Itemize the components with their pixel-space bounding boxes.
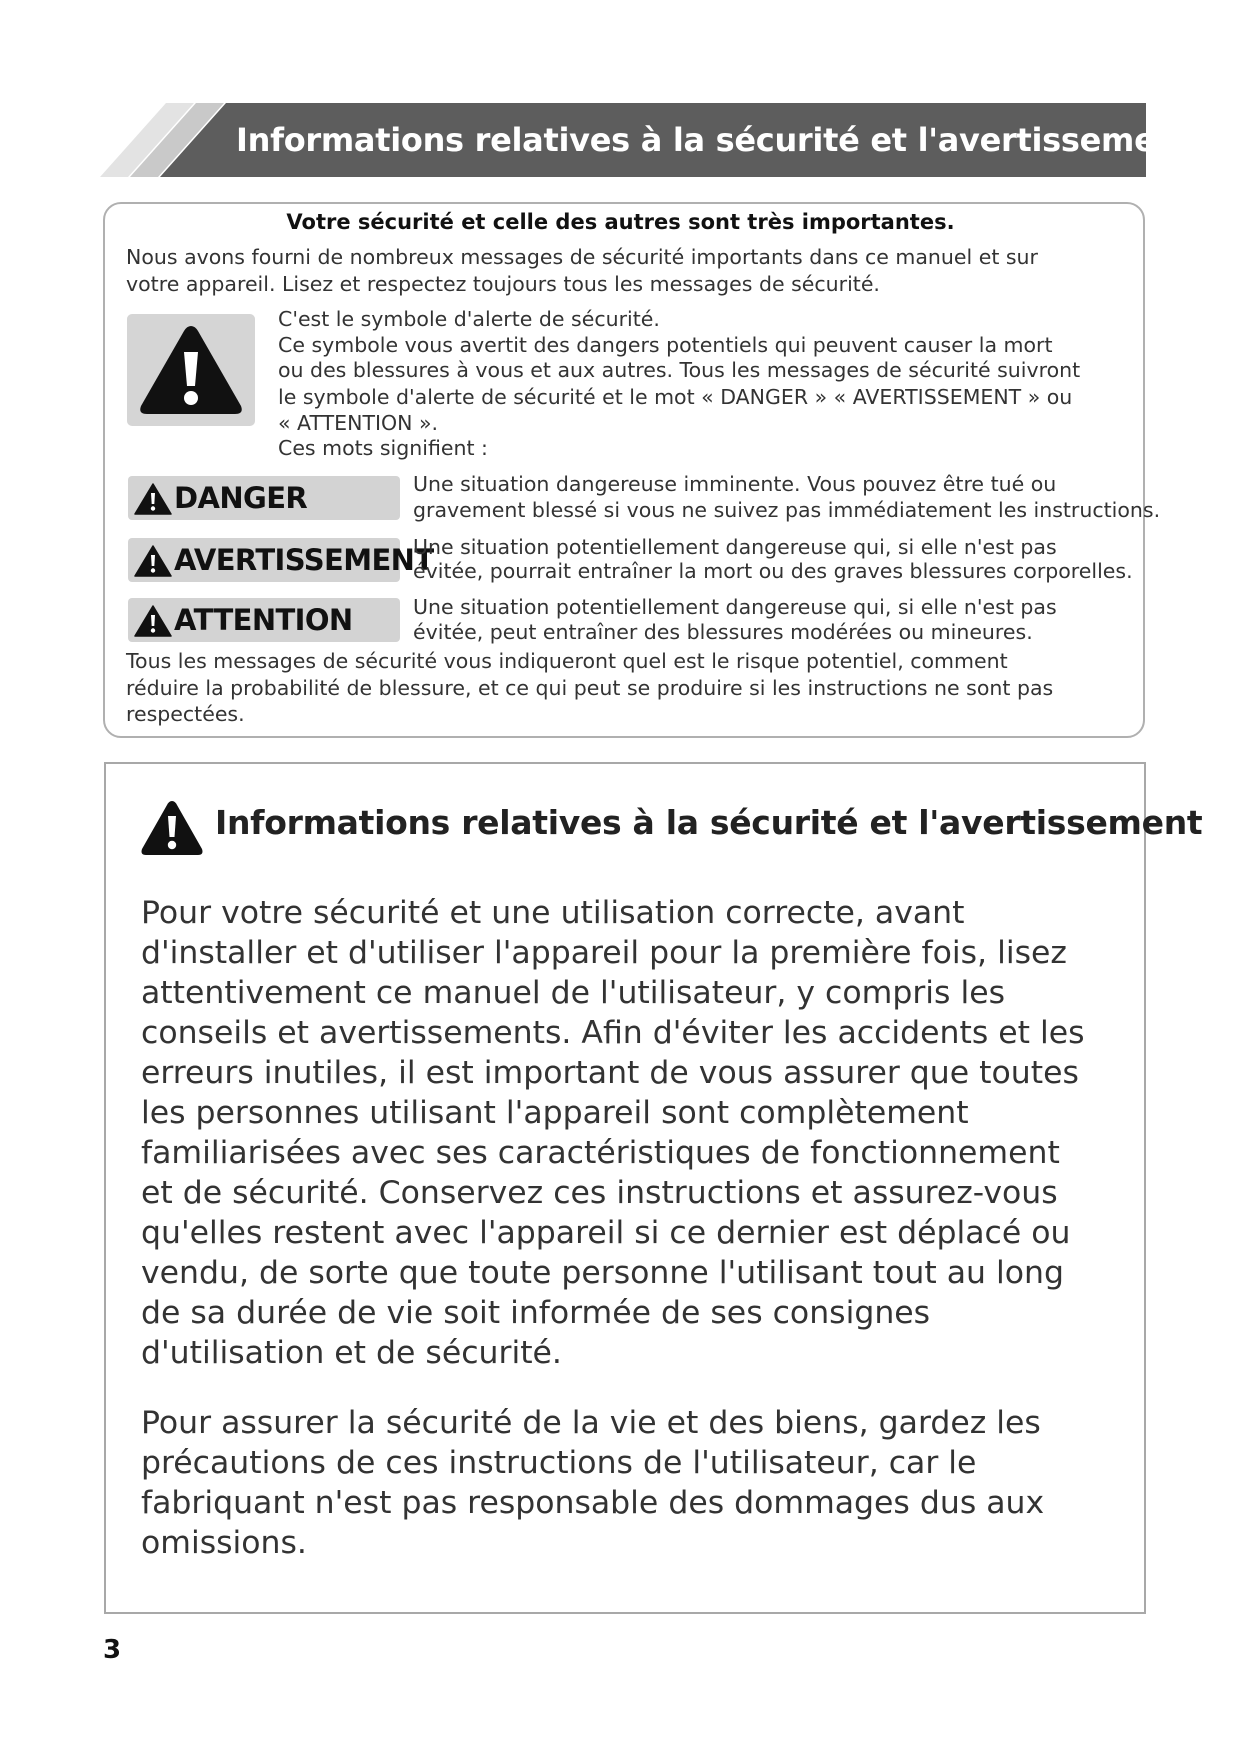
symbol-line-5: « ATTENTION ». — [278, 411, 439, 435]
para1-line-11: de sa durée de vie soit informée de ses consignes — [141, 1295, 931, 1331]
para1-line-4: conseils et avertissements. Afin d'éviter les accidents et les — [141, 1015, 1085, 1051]
warning-triangle-icon — [134, 483, 172, 515]
para1-line-1: Pour votre sécurité et une utilisation correcte, avant — [141, 895, 965, 931]
warning-desc-line-1: Une situation potentiellement dangereuse qui, si elle n'est pas — [413, 535, 1057, 559]
para2-line-4: omissions. — [141, 1525, 307, 1561]
caution-label: ATTENTION — [174, 603, 353, 637]
para1-line-10: vendu, de sorte que toute personne l'utilisant tout au long — [141, 1255, 1064, 1291]
para1-line-12: d'utilisation et de sécurité. — [141, 1335, 562, 1371]
warning-triangle-icon — [137, 322, 245, 418]
danger-signal-label — [128, 476, 400, 520]
danger-label: DANGER — [174, 481, 308, 515]
warning-triangle-icon — [140, 799, 204, 857]
para1-line-9: qu'elles restent avec l'appareil si ce dernier est déplacé ou — [141, 1215, 1071, 1251]
symbol-line-4: le symbole d'alerte de sécurité et le mot « DANGER » « AVERTISSEMENT » ou — [278, 385, 1073, 409]
section-banner — [100, 103, 1193, 177]
caution-desc-line-2: évitée, peut entraîner des blessures modérées ou mineures. — [413, 620, 1033, 644]
safety-alert-symbol — [127, 314, 255, 426]
intro-line-2: votre appareil. Lisez et respectez toujours tous les messages de sécurité. — [126, 272, 880, 296]
info-box-title: Informations relatives à la sécurité et l'avertissement — [215, 803, 1203, 842]
para2-line-3: fabriquant n'est pas responsable des dommages dus aux — [141, 1485, 1045, 1521]
para1-line-6: les personnes utilisant l'appareil sont complètement — [141, 1095, 969, 1131]
symbol-line-3: ou des blessures à vous et aux autres. Tous les messages de sécurité suivront — [278, 358, 1081, 382]
warning-desc-line-2: évitée, pourrait entraîner la mort ou des graves blessures corporelles. — [413, 559, 1133, 583]
page-number: 3 — [103, 1635, 122, 1665]
para1-line-3: attentivement ce manuel de l'utilisateur, y compris les — [141, 975, 1005, 1011]
caution-signal-label — [128, 598, 400, 642]
intro-line-1: Nous avons fourni de nombreux messages de sécurité importants dans ce manuel et sur — [126, 245, 1038, 269]
closing-line-3: respectées. — [126, 702, 245, 726]
danger-desc-line-1: Une situation dangereuse imminente. Vous pouvez être tué ou — [413, 472, 1057, 496]
symbol-line-6: Ces mots signifient : — [278, 436, 488, 460]
warning-signal-label — [128, 538, 434, 582]
warning-triangle-icon — [134, 545, 172, 577]
symbol-line-2: Ce symbole vous avertit des dangers potentiels qui peuvent causer la mort — [278, 333, 1053, 357]
para1-line-2: d'installer et d'utiliser l'appareil pour la première fois, lisez — [141, 935, 1067, 971]
warning-triangle-icon — [134, 605, 172, 637]
para2-line-2: précautions de ces instructions de l'utilisateur, car le — [141, 1445, 977, 1481]
caution-desc-line-1: Une situation potentiellement dangereuse qui, si elle n'est pas — [413, 595, 1057, 619]
closing-line-2: réduire la probabilité de blessure, et ce qui peut se produire si les instructions ne sont pas — [126, 676, 1054, 700]
page-title: Informations relatives à la sécurité et l'avertissement — [236, 121, 1193, 159]
para1-line-5: erreurs inutiles, il est important de vous assurer que toutes — [141, 1055, 1079, 1091]
danger-desc-line-2: gravement blessé si vous ne suivez pas immédiatement les instructions. — [413, 498, 1161, 522]
closing-line-1: Tous les messages de sécurité vous indiqueront quel est le risque potentiel, comment — [126, 649, 1008, 673]
para2-line-1: Pour assurer la sécurité de la vie et des biens, gardez les — [141, 1405, 1041, 1441]
para1-line-8: et de sécurité. Conservez ces instructions et assurez-vous — [141, 1175, 1058, 1211]
warning-label: AVERTISSEMENT — [174, 543, 434, 577]
symbol-line-1: C'est le symbole d'alerte de sécurité. — [278, 307, 660, 331]
para1-line-7: familiarisées avec ses caractéristiques de fonctionnement — [141, 1135, 1060, 1171]
safety-box-heading: Votre sécurité et celle des autres sont très importantes. — [286, 210, 955, 234]
